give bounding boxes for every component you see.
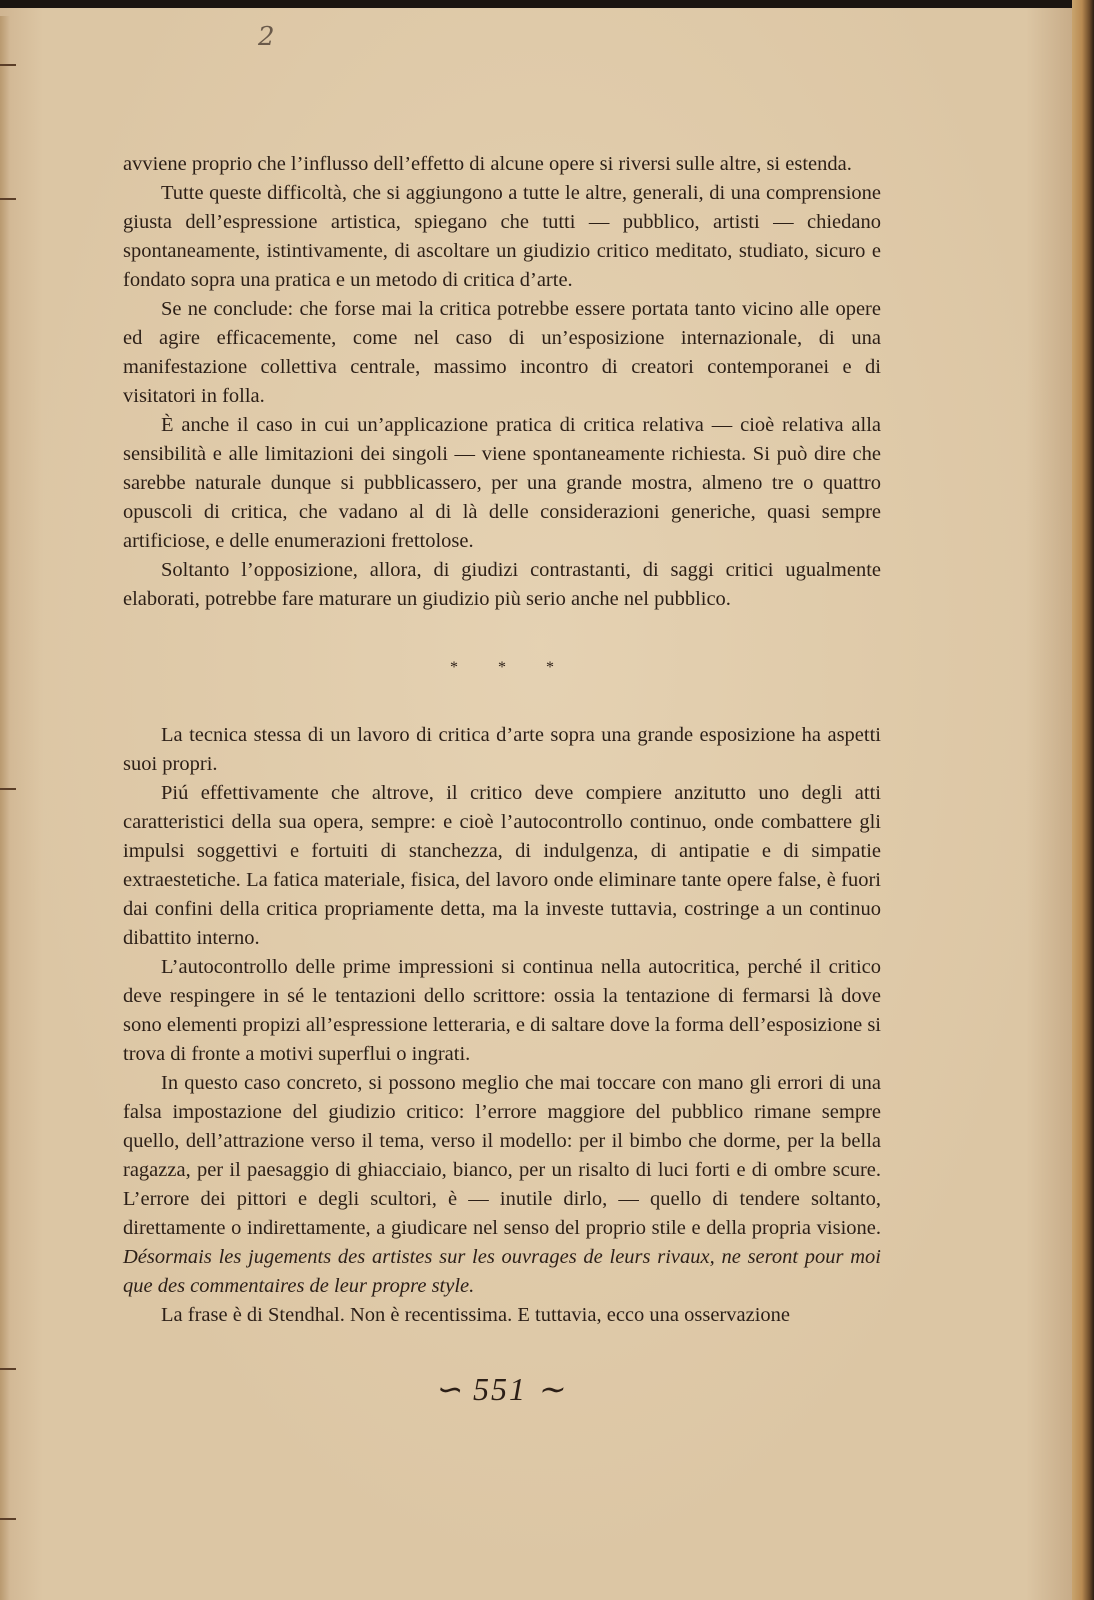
paragraph: Tutte queste difficoltà, che si aggiungono a tutte le altre, generali, di una comprensione giusta dell’espressione artistica, spiegano che tutti — pubblico, artisti — chiedano spontaneamente, istintivamente, di ascoltare un giudizio critico meditato, studiato, sicuro e fondato sopra una pratica e un metodo di critica d’arte.	[123, 182, 881, 291]
paragraph: Soltanto l’opposizione, allora, di giudizi contrastanti, di saggi critici ugualmente elaborati, potrebbe fare maturare un giudizio più serio anche nel pubblico.	[123, 559, 881, 610]
stendhal-quote: Désormais les jugements des artistes sur les ouvrages de leurs rivaux, ne seront pour moi que des commentaires de leur propre style.	[123, 1246, 881, 1297]
paragraph: Se ne conclude: che forse mai la critica potrebbe essere portata tanto vicino alle opere ed agire efficacemente, come nel caso di un’esposizione internazionale, di una manifestazione collettiva centrale, massimo incontro di creatori contemporanei e di visitatori in folla.	[123, 298, 881, 407]
paragraph-with-quote	[123, 1069, 881, 1301]
paragraph: L’autocontrollo delle prime impressioni si continua nella autocritica, perché il critico deve respingere in sé le tentazioni dello scrittore: ossia la tentazione di fermarsi là dove sono elementi propizi all’espressione letteraria, e di saltare dove la forma dell’esposizione si trova di fronte a motivi superflui o ingrati.	[123, 956, 881, 1065]
margin-tab-mark	[0, 64, 16, 66]
margin-tab-mark	[0, 788, 16, 790]
paragraph: La tecnica stessa di un lavoro di critica d’arte sopra una grande esposizione ha aspetti suoi propri.	[123, 724, 881, 775]
paragraph-text: In questo caso concreto, si possono meglio che mai toccare con mano gli errori di una falsa impostazione del giudizio critico: l’errore maggiore del pubblico rimane sempre quello, dell’attrazione verso il tema, verso il modello: per il bimbo che dorme, per la bella ragazza, per il paesaggio di ghiacciaio, bianco, per un risalto di luci forti e di ombre scure. L’errore dei pittori e degli scultori, è — inutile dirlo, — quello di tendere soltanto, direttamente o indirettamente, a giudicare nel senso del proprio stile e della propria visione.	[123, 1072, 881, 1239]
body-text	[123, 150, 881, 1330]
page-left-edge	[0, 16, 10, 1600]
paragraph: avviene proprio che l’influsso dell’effetto di alcune opere si riversi sulle altre, si estenda.	[123, 153, 852, 175]
paragraph: È anche il caso in cui un’applicazione pratica di critica relativa — cioè relativa alla sensibilità e alle limitazioni dei singoli — viene spontaneamente richiesta. Si può dire che sarebbe naturale dunque si pubblicassero, per una grande mostra, almeno tre o quattro opuscoli di critica, che vadano al di là delle considerazioni generiche, quasi sempre artificiose, e delle enumerazioni frettolose.	[123, 414, 881, 552]
pencil-annotation: 2	[258, 22, 275, 52]
page-number: ∽ 551 ∼	[434, 1371, 566, 1407]
book-spine-edge	[1072, 0, 1094, 1600]
section-separator: * * *	[450, 659, 572, 676]
book-page	[0, 8, 1080, 1600]
paragraph: Piú effettivamente che altrove, il critico deve compiere anzitutto uno degli atti caratteristici della sua opera, sempre: e cioè l’autocontrollo continuo, onde combattere gli impulsi soggettivi e fortuiti di stanchezza, di indulgenza, di antipatie e di simpatie extraestetiche. La fatica materiale, fisica, del lavoro onde eliminare tante opere false, è fuori dai confini della critica propriamente detta, ma la investe tuttavia, costringe a un continuo dibattito interno.	[123, 782, 881, 949]
paragraph: La frase è di Stendhal. Non è recentissima. E tuttavia, ecco una osservazione	[161, 1304, 790, 1326]
margin-tab-mark	[0, 1518, 16, 1520]
margin-tab-mark	[0, 198, 16, 200]
